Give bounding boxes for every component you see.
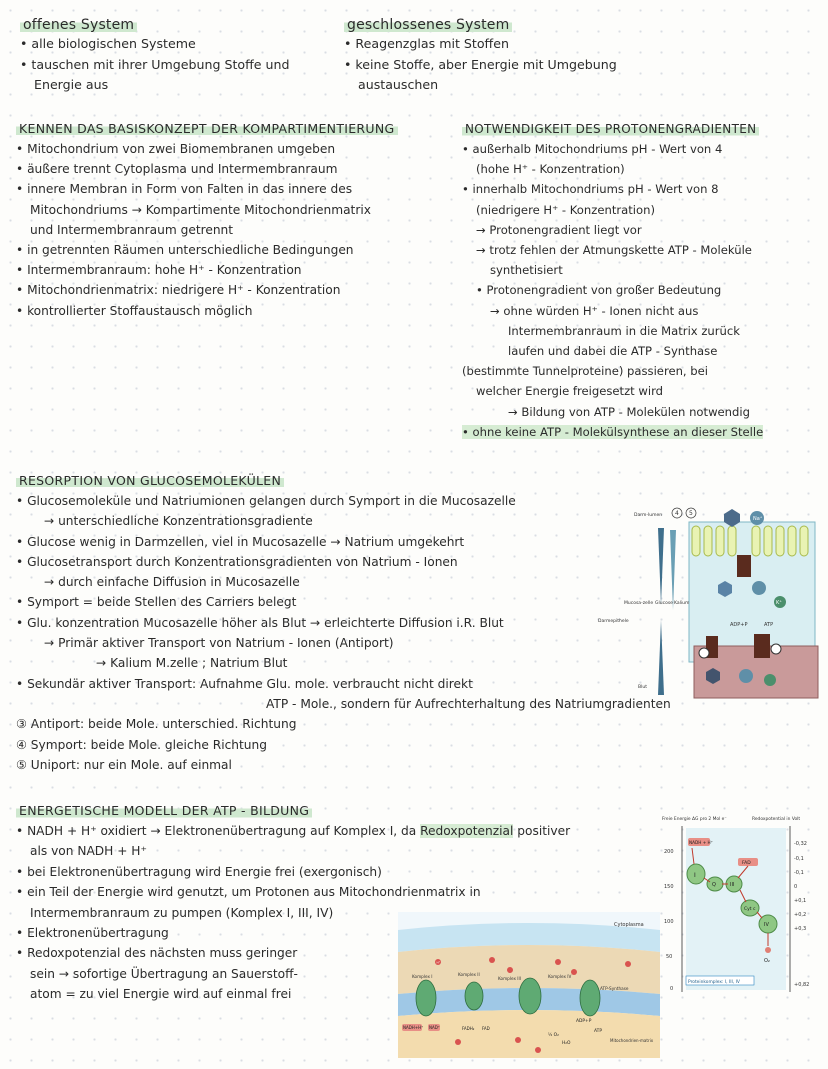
label-fad: FAD — [482, 1026, 490, 1031]
right-tick: 0 — [794, 884, 798, 890]
text-line: Intermembranraum in die Matrix zurück — [508, 323, 740, 338]
potassium-ion-icon — [764, 674, 776, 686]
text-line: • in getrennten Räumen unterschiedliche Bedingungen — [16, 243, 354, 258]
text-line: atom = zu viel Energie wird auf einmal frei — [30, 987, 292, 1002]
text-line: • tauschen mit ihrer Umgebung Stoffe und — [20, 56, 290, 72]
label-fadh: FADH₂ — [462, 1026, 475, 1031]
node-label: NADH + H⁺ — [689, 840, 713, 845]
label-adp: ADP+P — [730, 622, 748, 628]
node-label: Q — [712, 882, 716, 888]
node-label: Cyt c — [744, 907, 756, 912]
node-label: III — [730, 882, 735, 888]
label-kalium: Kalium — [674, 601, 690, 606]
label-5: 5 — [689, 510, 693, 517]
text-line: sein → sofortige Übertragung an Sauerstoff- — [30, 966, 298, 981]
resorption-diagram — [594, 500, 820, 705]
antiport-pump — [754, 634, 770, 658]
atp-synthase-shape — [580, 980, 600, 1016]
left-tick: 0 — [670, 986, 674, 992]
label-nadh: NADH+H⁺ — [403, 1025, 424, 1030]
text-line: • Symport = beide Stellen des Carriers belegt — [16, 595, 297, 610]
matrix-area — [398, 1010, 660, 1058]
text-line: → durch einfache Diffusion in Mucosazelle — [44, 575, 300, 590]
right-tick: +0,82 — [794, 982, 810, 988]
label-mucosa: Mucosa-zelle — [624, 601, 654, 606]
text-line: (bestimmte Tunnelproteine) passieren, bei — [462, 364, 709, 379]
highlight-redoxpotenzial: Redoxpotenzial — [420, 824, 514, 838]
gradient-wedge — [670, 530, 676, 610]
right-tick: -0,1 — [794, 870, 804, 876]
section-protonengradient — [462, 118, 822, 442]
text-line: ATP - Mole., sondern für Aufrechterhaltung des Natriumgradienten — [266, 696, 671, 711]
label-atp: ATP — [594, 1029, 602, 1034]
protonengradient-lines — [462, 139, 822, 442]
label-komplex-2: Komplex II — [458, 972, 480, 977]
label-4: 4 — [675, 510, 679, 517]
text-line: • keine Stoffe, aber Energie mit Umgebung — [344, 56, 617, 72]
complex-3-shape — [519, 978, 541, 1014]
label-blut: Blut — [638, 685, 647, 690]
offenes-lines — [20, 34, 290, 96]
text-line: • äußere trennt Cytoplasma und Intermembranraum — [16, 162, 338, 177]
left-tick: 150 — [664, 884, 674, 890]
text-line — [16, 821, 666, 841]
label-h2o: H₂O — [562, 1041, 571, 1046]
complex-2-shape — [465, 982, 483, 1010]
text-line: • kontrollierter Stoffaustausch möglich — [16, 303, 253, 318]
text-line: austauschen — [358, 77, 439, 93]
text-line: • innere Membran in Form von Falten in das innere des — [16, 182, 353, 197]
text-line: → unterschiedliche Konzentrationsgradiente — [44, 514, 313, 529]
label-darm: Darm-lumen — [634, 513, 663, 518]
label-komplex-4: Komplex IV — [548, 974, 572, 979]
heading-geschlossenes-system: geschlossenes System — [344, 17, 512, 33]
text-segment: • NADH + H⁺ oxidiert → Elektronenübertragung auf Komplex I, da — [16, 824, 417, 838]
energy-diagram — [660, 812, 822, 1002]
text-line: • Mitochondrium von zwei Biomembranen umgeben — [16, 142, 336, 156]
text-line: • bei Elektronenübertragung wird Energie frei (exergonisch) — [16, 864, 382, 879]
right-tick: -0,32 — [794, 841, 807, 847]
node-label: IV — [764, 922, 769, 928]
heading-atp-bildung: ENERGETISCHE MODELL DER ATP - BILDUNG — [16, 803, 312, 818]
text-line: • Redoxpotenzial des nächsten muss geringer — [16, 946, 298, 961]
membrane-diagram — [398, 912, 660, 1058]
text-line: • ein Teil der Energie wird genutzt, um Protonen aus Mitochondrienmatrix in — [16, 885, 481, 900]
label-k: K⁺ — [776, 600, 782, 606]
text-line: und Intermembranraum getrennt — [30, 222, 234, 237]
text-line: • Sekundär aktiver Transport: Aufnahme Glu. mole. verbraucht nicht direkt — [16, 676, 473, 691]
text-segment: positiver — [517, 824, 571, 838]
complex-1-shape — [416, 980, 436, 1016]
text-line: ⑤ Uniport: nur ein Mole. auf einmal — [16, 757, 232, 772]
kompartimentierung-lines — [16, 139, 446, 321]
node-label: O₂ — [764, 958, 770, 964]
oxygen-dot — [765, 947, 771, 953]
ylabel-right: Redoxpotential in Volt — [752, 817, 801, 822]
label-na: Na⁺ — [753, 516, 763, 522]
highlighted-conclusion: • ohne keine ATP - Molekülsynthese an dieser Stelle — [462, 424, 764, 439]
label-atp: ATP — [764, 622, 774, 628]
right-tick: +0,1 — [794, 898, 807, 904]
text-line: ④ Symport: beide Mole. gleiche Richtung — [16, 737, 267, 752]
right-tick: +0,3 — [794, 926, 807, 932]
text-line: • Protonengradient von großer Bedeutung — [476, 283, 722, 298]
heading-kompartimentierung: KENNEN DAS BASISKONZEPT DER KOMPARTIMENTIERUNG — [16, 121, 398, 136]
right-tick: -0,1 — [794, 856, 804, 862]
ylabel-left: Freie Energie ΔG pro 2 Mol e⁻ — [662, 817, 727, 822]
label-nad: NAD⁺ — [429, 1025, 440, 1030]
label-darmepithel: Darmepithele — [598, 619, 629, 624]
text-line: Intermembranraum zu pumpen (Komplex I, III, IV) — [30, 905, 334, 920]
label-komplex-3: Komplex III — [498, 976, 522, 981]
heading-protonengradient: NOTWENDIGKEIT DES PROTONENGRADIENTEN — [462, 122, 759, 136]
text-line: ③ Antiport: beide Mole. unterschied. Richtung — [16, 717, 297, 732]
gradient-wedge — [658, 620, 664, 695]
text-line: als von NADH + H⁺ — [30, 844, 147, 859]
text-line: (niedrigere H⁺ - Konzentration) — [476, 202, 655, 217]
section-offenes-system — [20, 14, 290, 96]
label-o2: ½ O₂ — [548, 1033, 559, 1038]
heading-offenes-system: offenes System — [20, 17, 137, 33]
text-line — [462, 422, 822, 442]
text-line: • Mitochondrienmatrix: niedrigere H⁺ - Konzentration — [16, 283, 341, 298]
text-line: • Reagenzglas mit Stoffen — [344, 36, 509, 51]
text-line: → Primär aktiver Transport von Natrium - Ionen (Antiport) — [44, 636, 394, 651]
text-line: → Protonengradient liegt vor — [476, 222, 642, 237]
label-glucose: Glucose — [655, 601, 673, 606]
text-line: → Bildung von ATP - Molekülen notwendig — [508, 404, 750, 419]
sodium-ion-icon — [752, 581, 766, 595]
text-line: Energie aus — [34, 77, 109, 93]
text-line: → ohne würden H⁺ - Ionen nicht aus — [490, 303, 699, 318]
text-line: • Intermembranraum: hohe H⁺ - Konzentration — [16, 263, 302, 278]
heading-resorption: RESORPTION VON GLUCOSEMOLEKÜLEN — [16, 473, 284, 488]
section-geschlossenes-system — [344, 14, 617, 96]
sodium-ion-icon — [739, 669, 753, 683]
text-line: (hohe H⁺ - Konzentration) — [476, 162, 625, 177]
text-line: • Glucosemoleküle und Natriumionen gelangen durch Symport in die Mucosazelle — [16, 494, 516, 508]
plot-area — [686, 828, 786, 990]
left-tick: 100 — [664, 919, 674, 925]
text-line: • Elektronenübertragung — [16, 926, 169, 941]
circle-marker — [699, 648, 709, 658]
text-line: • Glucose wenig in Darmzellen, viel in Mucosazelle → Natrium umgekehrt — [16, 534, 465, 549]
label-matrix: Mitochondrien-matrix — [610, 1038, 654, 1043]
text-line: → Kalium M.zelle ; Natrium Blut — [96, 656, 288, 671]
node-label: I — [694, 872, 696, 879]
text-line: • innerhalb Mitochondriums pH - Wert von 8 — [462, 182, 719, 197]
text-line: • Glucosetransport durch Konzentrationsgradienten von Natrium - Ionen — [16, 554, 458, 569]
label-cytoplasma: Cytoplasma — [614, 922, 644, 928]
legend-label: Proteinkomplex: I, III, IV — [688, 980, 740, 985]
text-line: synthetisiert — [490, 263, 563, 278]
node-complex-1 — [687, 864, 705, 884]
text-line: • alle biologischen Systeme — [20, 36, 196, 51]
text-line: • außerhalb Mitochondriums pH - Wert von 4 — [462, 142, 723, 156]
text-line: laufen und dabei die ATP - Synthase — [508, 344, 718, 359]
text-line: welcher Energie freigesetzt wird — [476, 384, 664, 399]
text-line: → trotz fehlen der Atmungskette ATP - Moleküle — [476, 243, 752, 258]
left-tick: 50 — [666, 954, 673, 960]
label-h-plus: H⁺ — [436, 960, 441, 965]
label-adp: ADP+P — [576, 1019, 592, 1024]
label-atp-synthase: ATP-Synthase — [600, 986, 629, 991]
left-tick: 200 — [664, 849, 674, 855]
text-line: • Glu. konzentration Mucosazelle höher als Blut → erleichterte Diffusion i.R. Blut — [16, 615, 504, 630]
node-label: FAD — [742, 861, 751, 866]
label-komplex-1: Komplex I — [412, 974, 433, 979]
symport-carrier — [737, 555, 751, 577]
right-tick: +0,2 — [794, 912, 807, 918]
gradient-wedge — [658, 528, 664, 605]
section-kompartimentierung — [16, 118, 446, 321]
geschlossenes-lines — [344, 34, 617, 96]
circle-marker — [771, 644, 781, 654]
text-line: Mitochondriums → Kompartimente Mitochondrienmatrix — [30, 202, 371, 217]
